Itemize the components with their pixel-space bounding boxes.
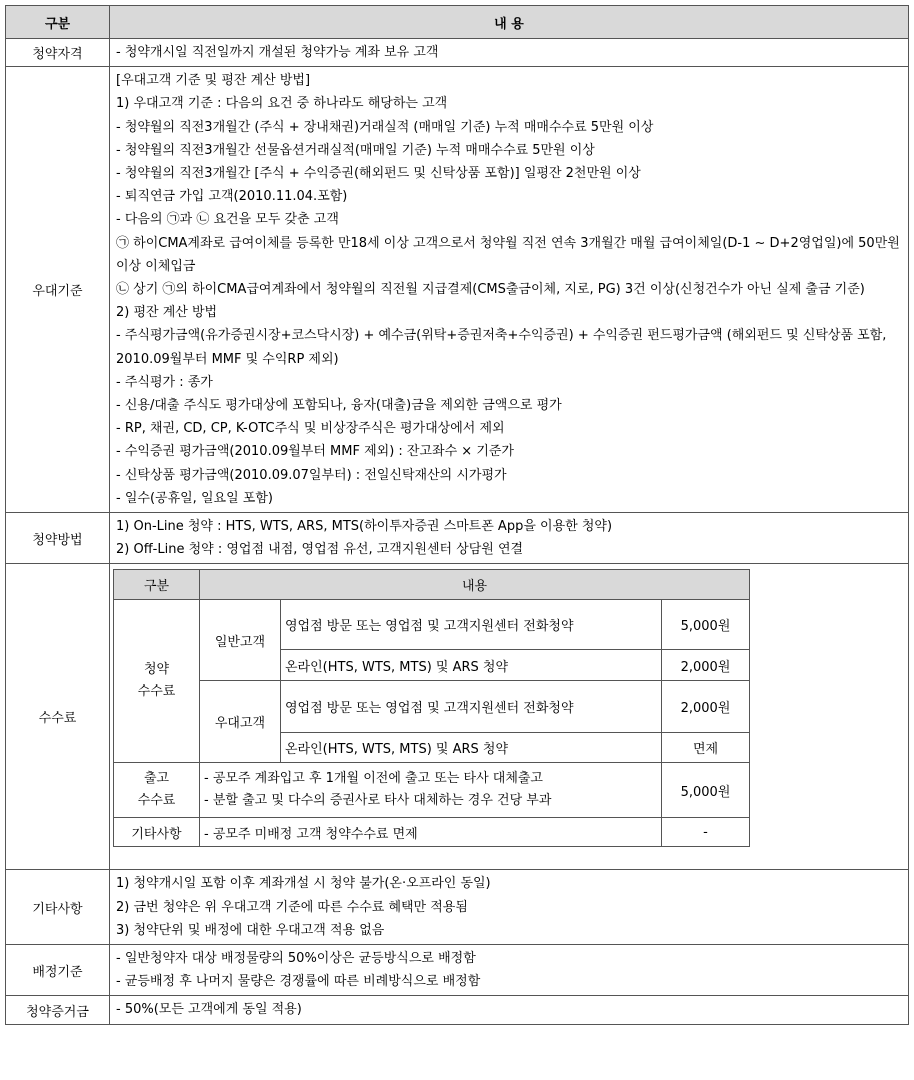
general-online-fee: 2,000원 <box>662 650 750 681</box>
row-allocation <box>6 945 909 996</box>
other-line: 2) 금번 청약은 위 우대고객 기준에 따른 수수료 혜택만 적용됨 <box>116 899 468 915</box>
preferential-line: - 주식평가 : 종가 <box>116 374 213 390</box>
general-online-desc: 온라인(HTS, WTS, MTS) 및 ARS 청약 <box>281 650 662 681</box>
label-method: 청약방법 <box>6 513 110 564</box>
preferred-branch-desc: 영업점 방문 또는 영업점 및 고객지원센터 전화청약 <box>281 681 662 733</box>
row-method <box>6 513 909 564</box>
general-customer-label: 일반고객 <box>200 600 281 681</box>
fee-header-category: 구분 <box>114 570 200 600</box>
withdrawal-desc-line: - 공모주 계좌입고 후 1개월 이전에 출고 또는 타사 대체출고 <box>204 771 543 787</box>
preferred-branch-fee: 2,000원 <box>662 681 750 733</box>
preferential-line: - 퇴직연금 가입 고객(2010.11.04.포함) <box>116 189 348 205</box>
fee-table <box>113 569 750 847</box>
withdrawal-fee-label-line: 출고 <box>143 771 170 787</box>
general-branch-fee: 5,000원 <box>662 600 750 650</box>
preferential-line: [우대고객 기준 및 평잔 계산 방법] <box>116 73 311 89</box>
header-category: 구분 <box>6 6 110 39</box>
content-deposit <box>110 996 909 1024</box>
content-fees <box>110 564 909 870</box>
subscription-fee-label-line: 수수료 <box>137 684 176 700</box>
other-fee-label: 기타사항 <box>114 818 200 847</box>
method-line: 2) Off-Line 청약 : 영업점 내점, 영업점 유선, 고객지원센터 상담원 연결 <box>116 542 524 558</box>
preferred-online-desc: 온라인(HTS, WTS, MTS) 및 ARS 청약 <box>281 733 662 763</box>
other-fee: - <box>662 818 750 847</box>
label-fees: 수수료 <box>6 564 110 870</box>
method-line: 1) On-Line 청약 : HTS, WTS, ARS, MTS(하이투자증권 스마트폰 App을 이용한 청약) <box>116 519 613 535</box>
preferential-line: ㉡ 상기 ㉠의 하이CMA급여계좌에서 청약월의 직전월 지급결제(CMS출금이체, 지로, PG) 3건 이상(신청건수가 아닌 실제 출금 기준) <box>116 282 865 298</box>
preferential-line: - 수익증권 평가금액(2010.09월부터 MMF 제외) : 잔고좌수 × 기준가 <box>116 444 514 460</box>
fee-row <box>114 681 750 733</box>
preferential-line: - 신탁상품 평가금액(2010.09.07일부터) : 전일신탁재산의 시가평가 <box>116 467 507 483</box>
preferential-line: - 일수(공휴일, 일요일 포함) <box>116 490 273 506</box>
offering-terms-table <box>5 5 909 1025</box>
fee-row <box>114 818 750 847</box>
withdrawal-desc-line: - 분할 출고 및 다수의 증권사로 타사 대체하는 경우 건당 부과 <box>204 793 552 809</box>
label-preferential: 우대기준 <box>6 67 110 513</box>
preferential-line: - 청약월의 직전3개월간 선물옵션거래실적(매매일 기준) 누적 매매수수료 5만원 이상 <box>116 142 595 158</box>
fee-header-row <box>114 570 750 600</box>
other-line: 3) 청약단위 및 배정에 대한 우대고객 적용 없음 <box>116 922 385 938</box>
preferential-line: 1) 우대고객 기준 : 다음의 요건 중 하나라도 해당하는 고객 <box>116 96 448 112</box>
preferred-online-fee: 면제 <box>662 733 750 763</box>
label-allocation: 배정기준 <box>6 945 110 996</box>
withdrawal-fee-desc <box>200 763 662 818</box>
preferential-line: 2) 평잔 계산 방법 <box>116 305 218 321</box>
label-deposit: 청약증거금 <box>6 996 110 1024</box>
header-content: 내 용 <box>110 6 909 39</box>
preferential-line: - 청약월의 직전3개월간 [주식 + 수익증권(해외펀드 및 신탁상품 포함)] 일평잔 2천만원 이상 <box>116 166 641 182</box>
row-eligibility <box>6 39 909 67</box>
subscription-fee-label <box>114 600 200 763</box>
preferential-line: - 다음의 ㉠과 ㉡ 요건을 모두 갖춘 고객 <box>116 212 339 228</box>
withdrawal-fee-label-line: 수수료 <box>137 793 176 809</box>
label-eligibility: 청약자격 <box>6 39 110 67</box>
preferential-line: - 주식평가금액(유가증권시장+코스닥시장) + 예수금(위탁+증권저축+수익증권) + 수익증권 펀드평가금액 (해외펀드 및 신탁상품 포함, 2010.09월부터 MMF 및 수익RP 제외) <box>116 328 887 367</box>
label-other: 기타사항 <box>6 870 110 945</box>
deposit-line: - 50%(모든 고객에게 동일 적용) <box>116 1002 302 1018</box>
other-line: 1) 청약개시일 포함 이후 계좌개설 시 청약 불가(온·오프라인 동일) <box>116 876 491 892</box>
header-row <box>6 6 909 39</box>
content-allocation <box>110 945 909 996</box>
fee-row <box>114 600 750 650</box>
withdrawal-fee: 5,000원 <box>662 763 750 818</box>
row-deposit <box>6 996 909 1024</box>
preferential-line: ㉠ 하이CMA계좌로 급여이체를 등록한 만18세 이상 고객으로서 청약월 직전 연속 3개월간 매월 급여이체일(D-1 ~ D+2영업일)에 50만원 이상 이체입금 <box>116 235 900 274</box>
preferential-line: - 청약월의 직전3개월간 (주식 + 장내채권)거래실적 (매매일 기준) 누적 매매수수료 5만원 이상 <box>116 119 654 135</box>
row-fees <box>6 564 909 870</box>
preferential-line: - 신용/대출 주식도 평가대상에 포함되나, 융자(대출)금을 제외한 금액으로 평가 <box>116 398 562 414</box>
fee-row <box>114 763 750 818</box>
content-other <box>110 870 909 945</box>
eligibility-line: - 청약개시일 직전일까지 개설된 청약가능 계좌 보유 고객 <box>116 45 439 60</box>
row-other <box>6 870 909 945</box>
content-method <box>110 513 909 564</box>
preferential-line: - RP, 채권, CD, CP, K-OTC주식 및 비상장주식은 평가대상에서 제외 <box>116 421 505 437</box>
content-eligibility <box>110 39 909 67</box>
row-preferential <box>6 67 909 513</box>
content-preferential <box>110 67 909 513</box>
general-branch-desc: 영업점 방문 또는 영업점 및 고객지원센터 전화청약 <box>281 600 662 650</box>
subscription-fee-label-line: 청약 <box>143 662 170 678</box>
other-fee-desc: - 공모주 미배정 고객 청약수수료 면제 <box>200 818 662 847</box>
preferred-customer-label: 우대고객 <box>200 681 281 763</box>
allocation-line: - 균등배정 후 나머지 물량은 경쟁률에 따른 비례방식으로 배정함 <box>116 974 481 990</box>
withdrawal-fee-label <box>114 763 200 818</box>
fee-header-content: 내용 <box>200 570 750 600</box>
allocation-line: - 일반청약자 대상 배정물량의 50%이상은 균등방식으로 배정함 <box>116 951 476 967</box>
